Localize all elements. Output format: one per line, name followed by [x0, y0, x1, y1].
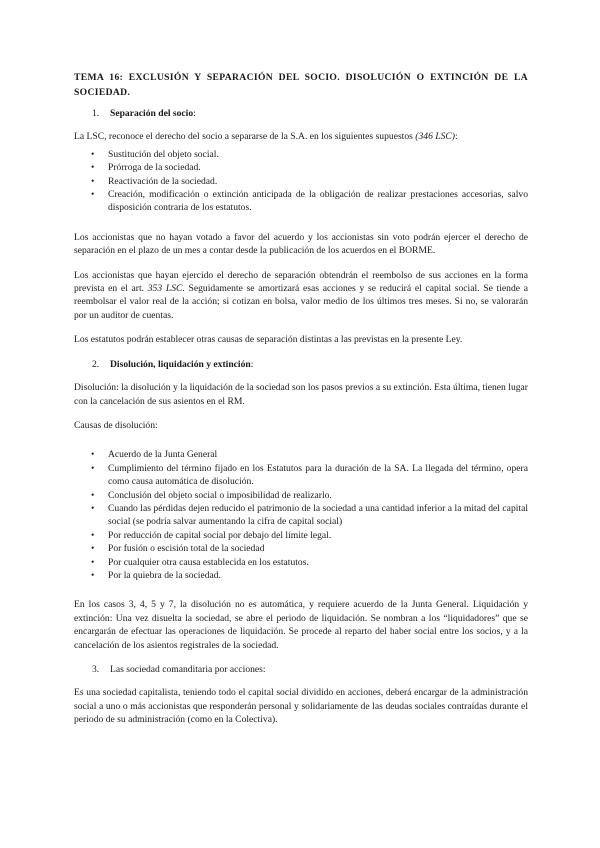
list-item: • Reactivación de la sociedad. — [74, 175, 528, 188]
list-item: • Acuerdo de la Junta General — [74, 448, 528, 461]
section-heading-separacion — [92, 107, 528, 120]
paragraph-text: Los accionistas que hayan ejercido el derecho de separación obtendrán el reembolso de sus acciones en la forma prevista en el art. — [74, 269, 528, 295]
paragraph-reembolso — [74, 269, 528, 323]
list-item: • Conclusión del objeto social o imposibilidad de realizarlo. — [74, 489, 528, 502]
section-title: Las sociedad comanditaria por acciones: — [110, 664, 266, 675]
section-colon: : — [250, 358, 254, 370]
paragraph: Es una sociedad capitalista, teniendo todo el capital social dividido en acciones, deberá encargar de la administración social a uno o más accionistas que responderán personal y solidariamente de las deudas sociales contraídas durante el periodo de su administración (como en la Colectiva). — [74, 687, 528, 726]
document-title: TEMA 16: EXCLUSIÓN Y SEPARACIÓN DEL SOCIO. DISOLUCIÓN O EXTINCIÓN DE LA SOCIEDAD. — [74, 72, 528, 98]
law-reference: (346 LSC) — [415, 131, 455, 143]
section-colon: : — [193, 108, 196, 119]
paragraph: En los casos 3, 4, 5 y 7, la disolución no es automática, y requiere acuerdo de la Junta General. Liquidación y extinción: Una vez disuelta la sociedad, se abre el periodo de liquidación. Se nombran a los “liquidadores” que se encargarán de efectuar las operaciones de liquidación. Se procede al reparto del haber social entre los socios, y a la cancelación de los asientos registrales de la sociedad. — [74, 599, 528, 651]
separation-cases-list — [74, 148, 528, 215]
intro-text: La LSC, reconoce el derecho del socio a separarse de la S.A. en los siguientes supuestos — [74, 131, 416, 143]
section-number: 2. — [92, 358, 100, 370]
list-item: • Por cualquier otra causa establecida en los estatutos. — [74, 556, 528, 569]
list-item: • Cumplimiento del término fijado en los Estatutos para la duración de la SA. La llegada del término, opera como causa automática de disolución. — [74, 462, 528, 489]
paragraph-text: . Seguidamente se amortizará esas acciones y se reducirá el capital social. Se tiende a reembolsar el valor real de la acción; si cotizan en bolsa, valor medio de los últimos tres meses. Si no, se valorarán por un auditor de cuentas. — [74, 283, 528, 321]
section-number: 3. — [92, 664, 100, 675]
list-item: • Cuando las pérdidas dejen reducido el patrimonio de la sociedad a una cantidad inferior a la mitad del capital social (se podría salvar aumentando la cifra de capital social) — [74, 502, 528, 529]
law-reference: 353 LSC — [147, 283, 183, 295]
section-number: 1. — [92, 108, 100, 119]
paragraph-intro — [74, 130, 528, 143]
list-item: • Por reducción de capital social por debajo del límite legal. — [74, 529, 528, 542]
list-item: • Sustitución del objeto social. — [74, 148, 528, 161]
document-content — [74, 70, 528, 738]
intro-colon: : — [455, 131, 458, 143]
section-title: Separación del socio — [110, 108, 194, 119]
paragraph: Los estatutos podrán establecer otras causas de separación distintas a las previstas en la presente Ley. — [74, 334, 463, 346]
paragraph: Los accionistas que no hayan votado a favor del acuerdo y los accionistas sin voto podrán ejercer el derecho de separación en el plazo de un mes a contar desde la publicación de los acuerdos en el BORME. — [74, 231, 528, 257]
list-item: • Prórroga de la sociedad. — [74, 161, 528, 174]
list-item: • Por fusión o escisión total de la sociedad — [74, 542, 528, 555]
section-heading-comanditaria — [92, 663, 528, 676]
section-title: Disolución, liquidación y extinción — [110, 358, 251, 370]
list-item: • Creación, modificación o extinción anticipada de la obligación de realizar prestaciones accesorias, salvo disposición contraria de los estatutos. — [74, 188, 528, 215]
paragraph: Disolución: la disolución y la liquidación de la sociedad son los pasos previos a su extinción. Esta última, tienen lugar con la cancelación de sus asientos en el RM. — [74, 382, 528, 407]
causes-label: Causas de disolución: — [74, 419, 158, 431]
section-heading-disolucion — [92, 358, 528, 371]
list-item: • Por la quiebra de la sociedad. — [74, 569, 528, 582]
dissolution-causes-list — [74, 448, 528, 582]
